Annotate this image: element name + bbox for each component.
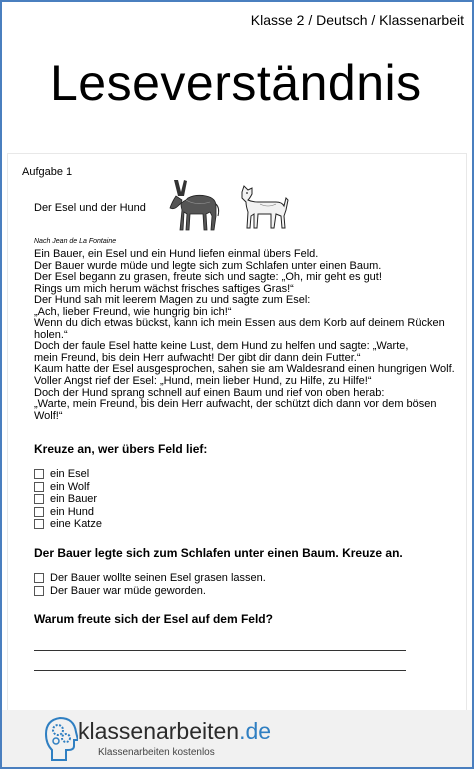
brand-tagline: Klassenarbeiten kostenlos — [98, 747, 215, 758]
answer-line[interactable] — [34, 650, 406, 651]
story-line: Wenn du dich etwas bückst, kann ich mein Essen aus dem Korb auf deinem Rücken — [34, 317, 445, 330]
story-line: Ein Bauer, ein Esel und ein Hund liefen einmal übers Feld. — [34, 248, 319, 260]
story-title: Der Esel und der Hund — [34, 202, 146, 214]
question-1-options — [34, 468, 102, 531]
checkbox[interactable] — [34, 507, 44, 517]
story-line: Wolf!“ — [34, 409, 63, 422]
option-label: ein Esel — [50, 468, 90, 481]
option-item[interactable] — [34, 518, 102, 531]
checkbox[interactable] — [34, 494, 44, 504]
page-title: Leseverständnis — [50, 55, 422, 111]
page-footer — [2, 710, 472, 767]
checkbox[interactable] — [34, 573, 44, 583]
option-label: ein Bauer — [50, 493, 98, 506]
question-1: Kreuze an, wer übers Feld lief: — [34, 442, 208, 456]
brand-name: klassenarbeiten — [78, 718, 240, 744]
task-label: Aufgabe 1 — [22, 166, 73, 178]
question-3: Warum freute sich der Esel auf dem Feld? — [34, 612, 273, 626]
option-label: Der Bauer war müde geworden. — [50, 584, 206, 597]
option-item[interactable] — [34, 481, 102, 494]
option-item[interactable] — [34, 585, 266, 598]
story-line: Rings um mich herum wächst frisches saftiges Gras!“ — [34, 282, 294, 295]
breadcrumb: Klasse 2 / Deutsch / Klassenarbeit — [250, 12, 464, 28]
story-line: holen.“ — [34, 328, 68, 341]
option-label: eine Katze — [50, 518, 102, 531]
option-label: ein Wolf — [50, 480, 90, 493]
story-line: Der Bauer wurde müde und legte sich zum Schlafen unter einen Baum. — [34, 259, 382, 272]
checkbox[interactable] — [34, 586, 44, 596]
option-label: Der Bauer wollte seinen Esel grasen lassen. — [50, 572, 266, 585]
story-line: Kaum hatte der Esel ausgesprochen, sahen sie am Waldesrand einen hungrigen Wolf. — [34, 363, 455, 376]
option-label: ein Hund — [50, 505, 95, 518]
checkbox[interactable] — [34, 482, 44, 492]
story-line: Der Hund sah mit leerem Magen zu und sagte zum Esel: — [34, 294, 311, 307]
question-2: Der Bauer legte sich zum Schlafen unter einen Baum. Kreuze an. — [34, 546, 403, 560]
story-line: „Ach, lieber Freund, wie hungrig bin ich!“ — [34, 305, 232, 318]
story-line: Doch der Hund sprang schnell auf einen Baum und rief von oben herab: — [34, 386, 385, 399]
dog-illustration — [238, 182, 290, 230]
checkbox[interactable] — [34, 469, 44, 479]
question-2-options — [34, 572, 266, 597]
brand-logo[interactable] — [78, 718, 271, 745]
donkey-illustration — [166, 176, 222, 232]
checkbox[interactable] — [34, 519, 44, 529]
option-item[interactable] — [34, 572, 266, 585]
story-line: „Warte, mein Freund, bis dein Herr aufwacht, der schützt dich dann vor dem bösen — [34, 398, 437, 411]
brand-tld: .de — [239, 718, 272, 744]
option-item[interactable] — [34, 493, 102, 506]
answer-line[interactable] — [34, 670, 406, 671]
worksheet — [8, 154, 466, 710]
story-line: Doch der faule Esel hatte keine Lust, dem Hund zu helfen und sagte: „Warte, — [34, 340, 409, 353]
story-text — [34, 249, 454, 422]
story-line: Der Esel begann zu grasen, freute sich und sagte: „Oh, mir geht es gut! — [34, 271, 382, 284]
story-source: Nach Jean de La Fontaine — [34, 238, 117, 245]
page-header — [2, 2, 472, 154]
option-item[interactable] — [34, 506, 102, 519]
story-line: Voller Angst rief der Esel: „Hund, mein lieber Hund, zu Hilfe, zu Hilfe!“ — [34, 375, 372, 388]
option-item[interactable] — [34, 468, 102, 481]
head-gears-icon — [44, 714, 78, 762]
story-line: mein Freund, bis dein Herr aufwacht! Der gibt dir dann dein Futter.“ — [34, 351, 361, 364]
